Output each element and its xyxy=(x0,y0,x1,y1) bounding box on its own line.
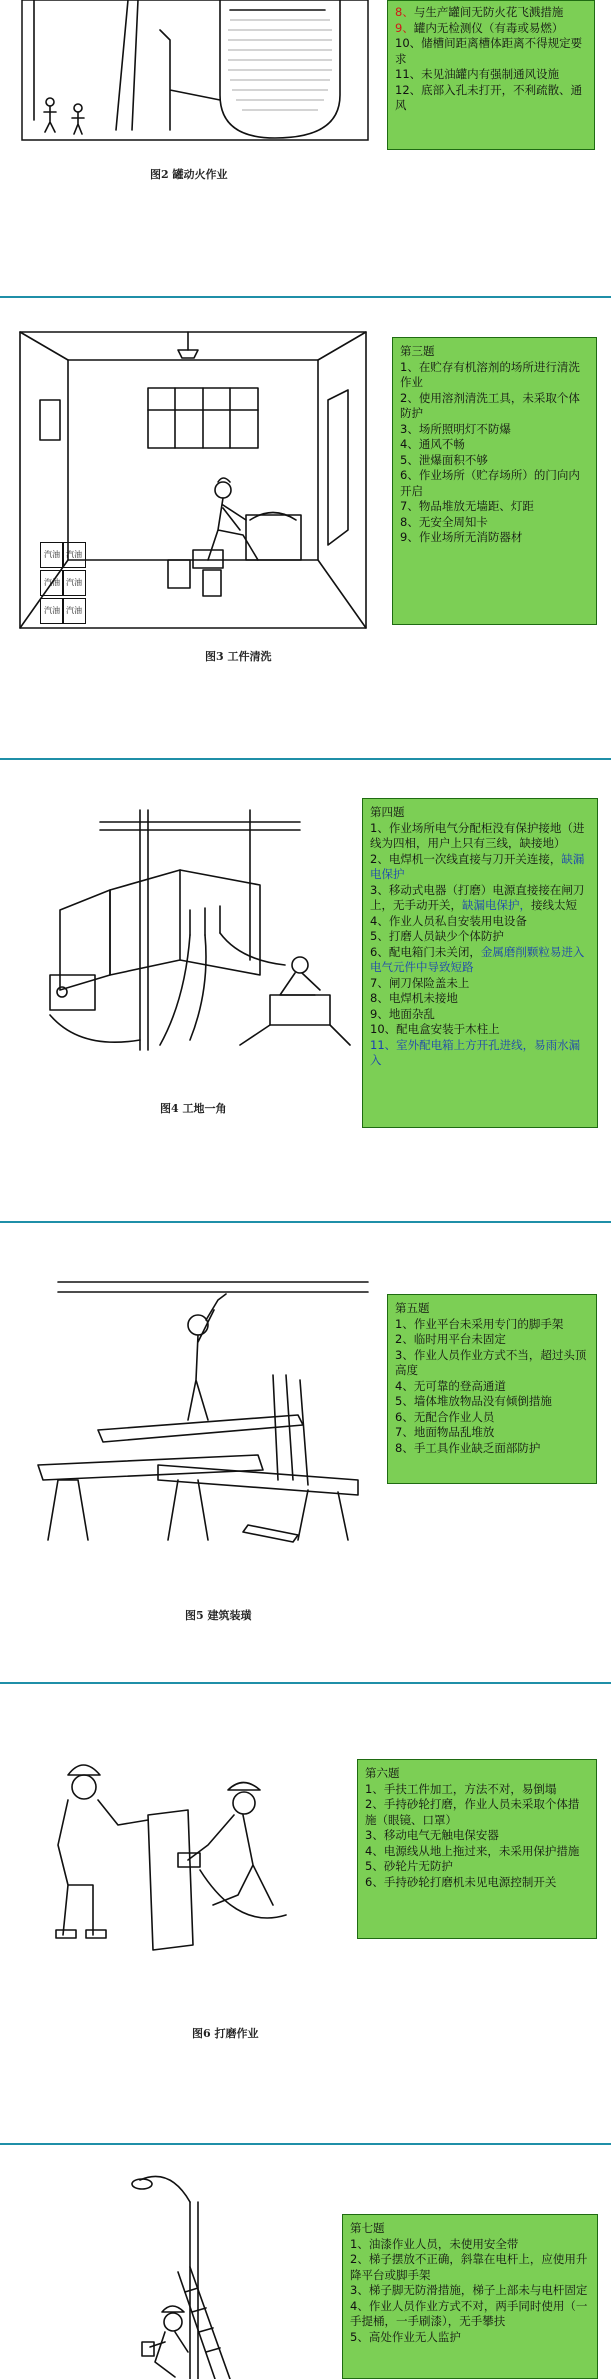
answer-item: 2、梯子摆放不正确，斜靠在电杆上，应使用升降平台或脚手架 xyxy=(350,2252,588,2282)
section-divider xyxy=(0,1682,611,1684)
answer-item: 2、临时用平台未固定 xyxy=(395,1332,506,1346)
answer-item: 1、手扶工件加工，方法不对，易倒塌 xyxy=(365,1781,557,1796)
construction-site-illustration xyxy=(40,800,360,1060)
answer-item: 9、罐内无检测仪（有毒或易燃） xyxy=(395,20,564,35)
answer-item: 6、作业场所（贮存场所）的门向内开启 xyxy=(400,468,580,498)
answer-item: 1、在贮存有机溶剂的场所进行清洗作业 xyxy=(400,359,580,389)
figure-caption: 图6 打磨作业 xyxy=(192,2027,259,2040)
answer-item: 4、无可靠的登高通道 xyxy=(395,1378,506,1393)
pole-painting-illustration xyxy=(130,2172,310,2379)
figure-caption: 图5 建筑装璜 xyxy=(185,1609,252,1622)
answer-box xyxy=(392,337,597,625)
figure-caption: 图4 工地一角 xyxy=(160,1102,227,1115)
drum-label: 汽油 xyxy=(40,570,64,596)
answer-item: 5、泄爆面积不够 xyxy=(400,452,488,467)
answer-item: 5、高处作业无人监护 xyxy=(350,2329,461,2344)
question-title: 第三题 xyxy=(400,344,435,358)
answer-item: 7、地面物品乱堆放 xyxy=(395,1425,495,1439)
answer-item: 3、移动式电器（打磨）电源直接接在闸刀上，无手动开关，缺漏电保护，接线太短 xyxy=(370,882,585,912)
answer-item: 12、底部入孔未打开，不利疏散、通风 xyxy=(395,82,583,112)
answer-item: 4、作业人员作业方式不对，两手同时使用（一手提桶，一手刷漆），无手攀扶 xyxy=(350,2298,588,2328)
drum-label: 汽油 xyxy=(40,542,64,568)
question-title: 第七题 xyxy=(350,2221,385,2235)
answer-item: 9、地面杂乱 xyxy=(370,1006,435,1021)
answer-item: 8、电焊机未接地 xyxy=(370,991,458,1005)
answer-item: 9、作业场所无消防器材 xyxy=(400,530,523,544)
answer-box xyxy=(362,798,598,1128)
answer-item: 4、作业人员私自安装用电设备 xyxy=(370,913,527,928)
section-divider xyxy=(0,758,611,760)
answer-item: 5、打磨人员缺少个体防护 xyxy=(370,929,504,943)
drum-label: 汽油 xyxy=(62,570,86,596)
answer-item: 11、未见油罐内有强制通风设施 xyxy=(395,67,560,81)
answer-item: 5、砂轮片无防护 xyxy=(365,1859,453,1873)
answer-item: 3、移动电气无触电保安器 xyxy=(365,1828,499,1842)
solvent-drum-labels xyxy=(40,542,120,632)
answer-item: 8、无安全周知卡 xyxy=(400,514,488,529)
answer-item: 8、与生产罐间无防火花飞溅措施 xyxy=(395,5,564,19)
answer-box xyxy=(342,2214,598,2379)
figure-caption: 图2 罐动火作业 xyxy=(150,168,228,181)
grinding-work-illustration xyxy=(38,1735,288,1955)
section-divider xyxy=(0,1221,611,1223)
answer-item: 7、物品堆放无墙距、灯距 xyxy=(400,499,534,513)
answer-item: 2、电焊机一次线直接与刀开关连接，缺漏电保护 xyxy=(370,851,585,881)
answer-item: 4、电源线从地上拖过来，未采用保护措施 xyxy=(365,1843,580,1858)
section-divider xyxy=(0,296,611,298)
answer-item: 7、闸刀保险盖未上 xyxy=(370,975,470,990)
answer-item: 4、通风不畅 xyxy=(400,437,465,451)
answer-item: 6、无配合作业人员 xyxy=(395,1409,495,1424)
answer-box xyxy=(387,1294,597,1484)
drum-label: 汽油 xyxy=(40,598,64,624)
answer-item: 3、场所照明灯不防爆 xyxy=(400,421,511,436)
question-title: 第六题 xyxy=(365,1766,400,1780)
answer-item: 2、使用溶剂清洗工具，未采取个体防护 xyxy=(400,390,580,420)
section-divider xyxy=(0,2143,611,2145)
question-title: 第四题 xyxy=(370,805,405,819)
building-decoration-illustration xyxy=(18,1280,373,1580)
drum-label: 汽油 xyxy=(62,598,86,624)
answer-item: 6、手持砂轮打磨机未见电源控制开关 xyxy=(365,1874,557,1889)
answer-item: 6、配电箱门未关闭，金属磨削颗粒易进入电气元件中导致短路 xyxy=(370,944,585,974)
answer-item: 5、墙体堆放物品没有倾倒措施 xyxy=(395,1394,552,1408)
answer-item: 10、配电盒安装于木柱上 xyxy=(370,1022,500,1036)
answer-item: 3、作业人员作业方式不当，超过头顶高度 xyxy=(395,1347,587,1377)
answer-item: 1、作业平台未采用专门的脚手架 xyxy=(395,1316,564,1331)
answer-item: 3、梯子脚无防滑措施，梯子上部未与电杆固定 xyxy=(350,2283,588,2297)
answer-item: 1、油漆作业人员，未使用安全带 xyxy=(350,2236,519,2251)
answer-item: 1、作业场所电气分配柜没有保护接地（进线为四相，用户上只有三线，缺接地） xyxy=(370,820,585,850)
answer-box xyxy=(387,0,595,150)
figure-caption: 图3 工件清洗 xyxy=(205,650,272,663)
tank-hot-work-illustration xyxy=(20,0,370,145)
answer-item: 8、手工具作业缺乏面部防护 xyxy=(395,1440,541,1455)
drum-label: 汽油 xyxy=(62,542,86,568)
answer-item: 11、室外配电箱上方开孔进线，易雨水漏入 xyxy=(370,1037,581,1067)
answer-item: 2、手持砂轮打磨，作业人员未采取个体措施（眼镜、口罩） xyxy=(365,1797,580,1827)
question-title: 第五题 xyxy=(395,1301,430,1315)
answer-box xyxy=(357,1759,597,1939)
answer-item: 10、储槽间距离槽体距离不得规定要求 xyxy=(395,36,583,66)
